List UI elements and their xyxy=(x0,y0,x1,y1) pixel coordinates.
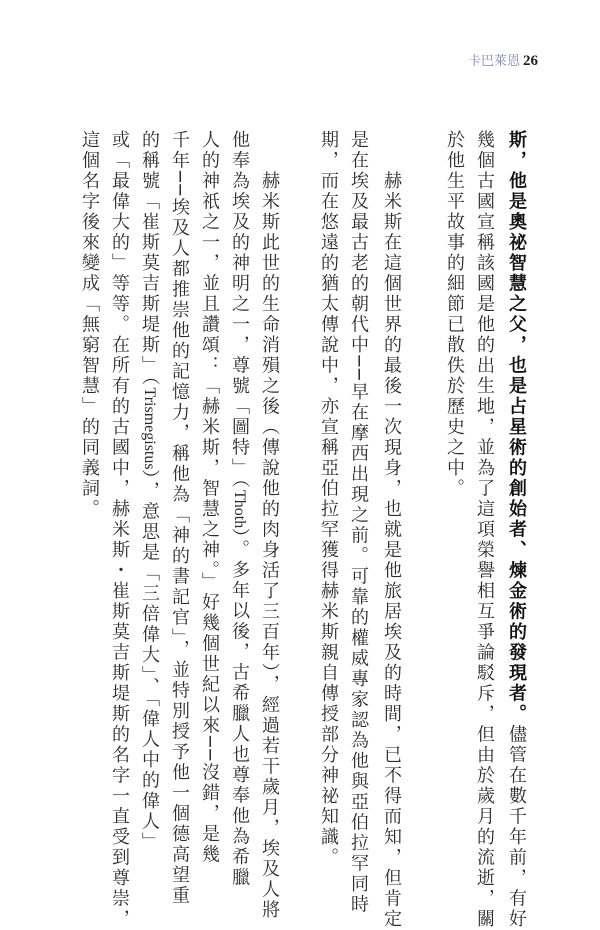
text-column-10: 千年──埃及人都推崇他的記憶力，稱他為「神的書記官」，並特別授予他一個德高望重 xyxy=(169,130,190,907)
text-column-3: 於他生平故事的細節已散佚於歷史之中。 xyxy=(444,130,465,499)
bold-lead: 斯，他是奧祕智慧之父，也是占星術的創始者、煉金術的發現者。 xyxy=(506,130,527,725)
text-column-12: 或「最偉大的」等等。在所有的古國中，赫米斯・崔斯莫吉斯堤斯的名字一直受到尊崇， xyxy=(109,130,130,930)
latin-term: Trismegistus xyxy=(141,387,158,470)
column-text: 的稱號「崔斯莫吉斯堤斯」（ xyxy=(139,130,160,388)
column-text: 他奉為埃及的神明之一，尊號「圖特」（ xyxy=(229,130,250,490)
column-rest: 儘管在數千年前，有好 xyxy=(506,724,527,930)
text-column-1 xyxy=(504,130,526,930)
text-column-2: 幾個古國宣稱該國是他的出生地，並為了這項榮譽相互爭論駁斥，但由於歲月的流逝，關 xyxy=(474,130,495,930)
text-column-4: 赫米斯在這個世界的最後一次現身，也就是他旅居埃及的時間，已不得而知，但肯定 xyxy=(381,171,402,930)
text-column-9: 人的神祇之一，並且讚頌：「赫米斯，智慧之神。」好幾個世紀以來──沒錯，是幾 xyxy=(199,130,220,866)
text-column-8 xyxy=(227,130,249,888)
running-header xyxy=(468,50,538,70)
book-title: 卡巴萊恩 xyxy=(467,54,520,69)
column-text: ），意思是「三倍偉大」、「偉人中的偉人」 xyxy=(139,469,160,853)
text-column-7: 赫米斯此世的生命消殞之後（傳說他的肉身活了三百年），經過若干歲月，埃及人將 xyxy=(259,171,280,921)
text-column-6: 期，而在悠遠的猶太傳說中，亦宣稱亞伯拉罕獲得赫米斯親自傳授部分神祕知識。 xyxy=(318,130,339,868)
text-column-13: 這個名字後來變成「無窮智慧」的同義詞。 xyxy=(79,130,100,520)
text-column-11 xyxy=(137,130,159,853)
latin-term: Thoth xyxy=(231,490,248,529)
column-text: ）。多年以後，古希臘人也尊奉他為希臘 xyxy=(229,528,250,889)
text-column-5: 是在埃及最古老的朝代中──早在摩西出現之前。可靠的權威專家認為他與亞伯拉罕同時 xyxy=(348,130,369,916)
page-number: 26 xyxy=(523,53,538,69)
